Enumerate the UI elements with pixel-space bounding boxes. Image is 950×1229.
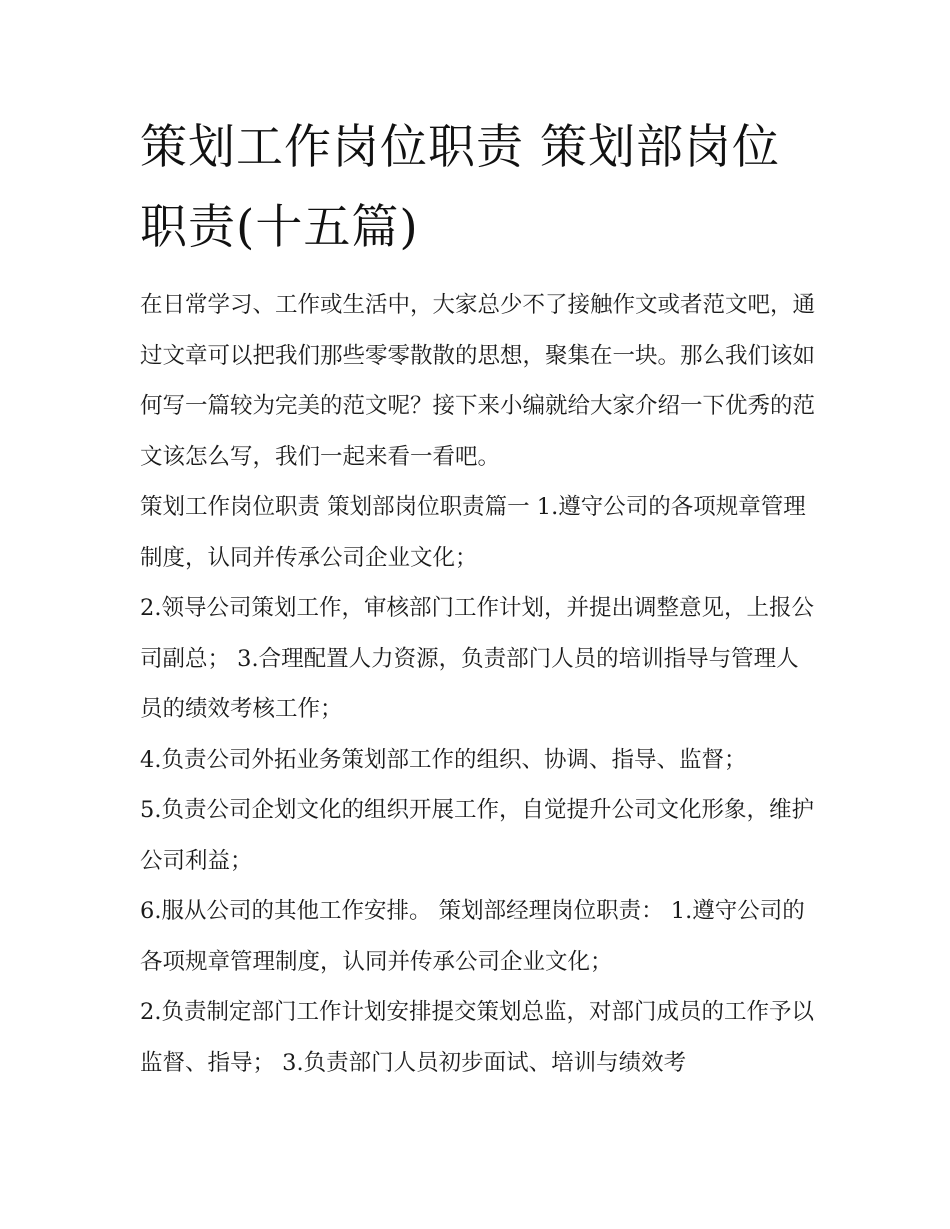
paragraph-duty-2-3: 2.领导公司策划工作，审核部门工作计划，并提出调整意见，上报公司副总； 3.合理配置人力资源，负责部门人员的培训指导与管理人员的绩效考核工作；: [140, 595, 814, 722]
paragraph-intro: 在日常学习、工作或生活中，大家总少不了接触作文或者范文吧，通过文章可以把我们那些零零散散的思想，聚集在一块。那么我们该如何写一篇较为完美的范文呢？接下来小编就给大家介绍一下优秀的范文该怎么写，我们一起来看一看吧。: [140, 292, 816, 470]
document-page: [140, 108, 820, 1088]
document-body: [140, 280, 820, 1088]
paragraph-duty-1: 策划工作岗位职责 策划部岗位职责篇一 1.遵守公司的各项规章管理制度，认同并传承公司企业文化；: [140, 494, 806, 571]
paragraph-duty-4: 4.负责公司外拓业务策划部工作的组织、协调、指导、监督；: [140, 746, 747, 773]
paragraph-duty-5: 5.负责公司企划文化的组织开展工作，自觉提升公司文化形象，维护公司利益；: [140, 797, 814, 874]
paragraph-duty-6-manager-1: 6.服从公司的其他工作安排。 策划部经理岗位职责： 1.遵守公司的各项规章管理制度，认同并传承公司企业文化；: [140, 898, 805, 975]
document-title: 策划工作岗位职责 策划部岗位职责(十五篇): [140, 120, 780, 255]
paragraph-manager-2-3: 2.负责制定部门工作计划安排提交策划总监，对部门成员的工作予以监督、指导； 3.负责部门人员初步面试、培训与绩效考: [140, 999, 814, 1076]
